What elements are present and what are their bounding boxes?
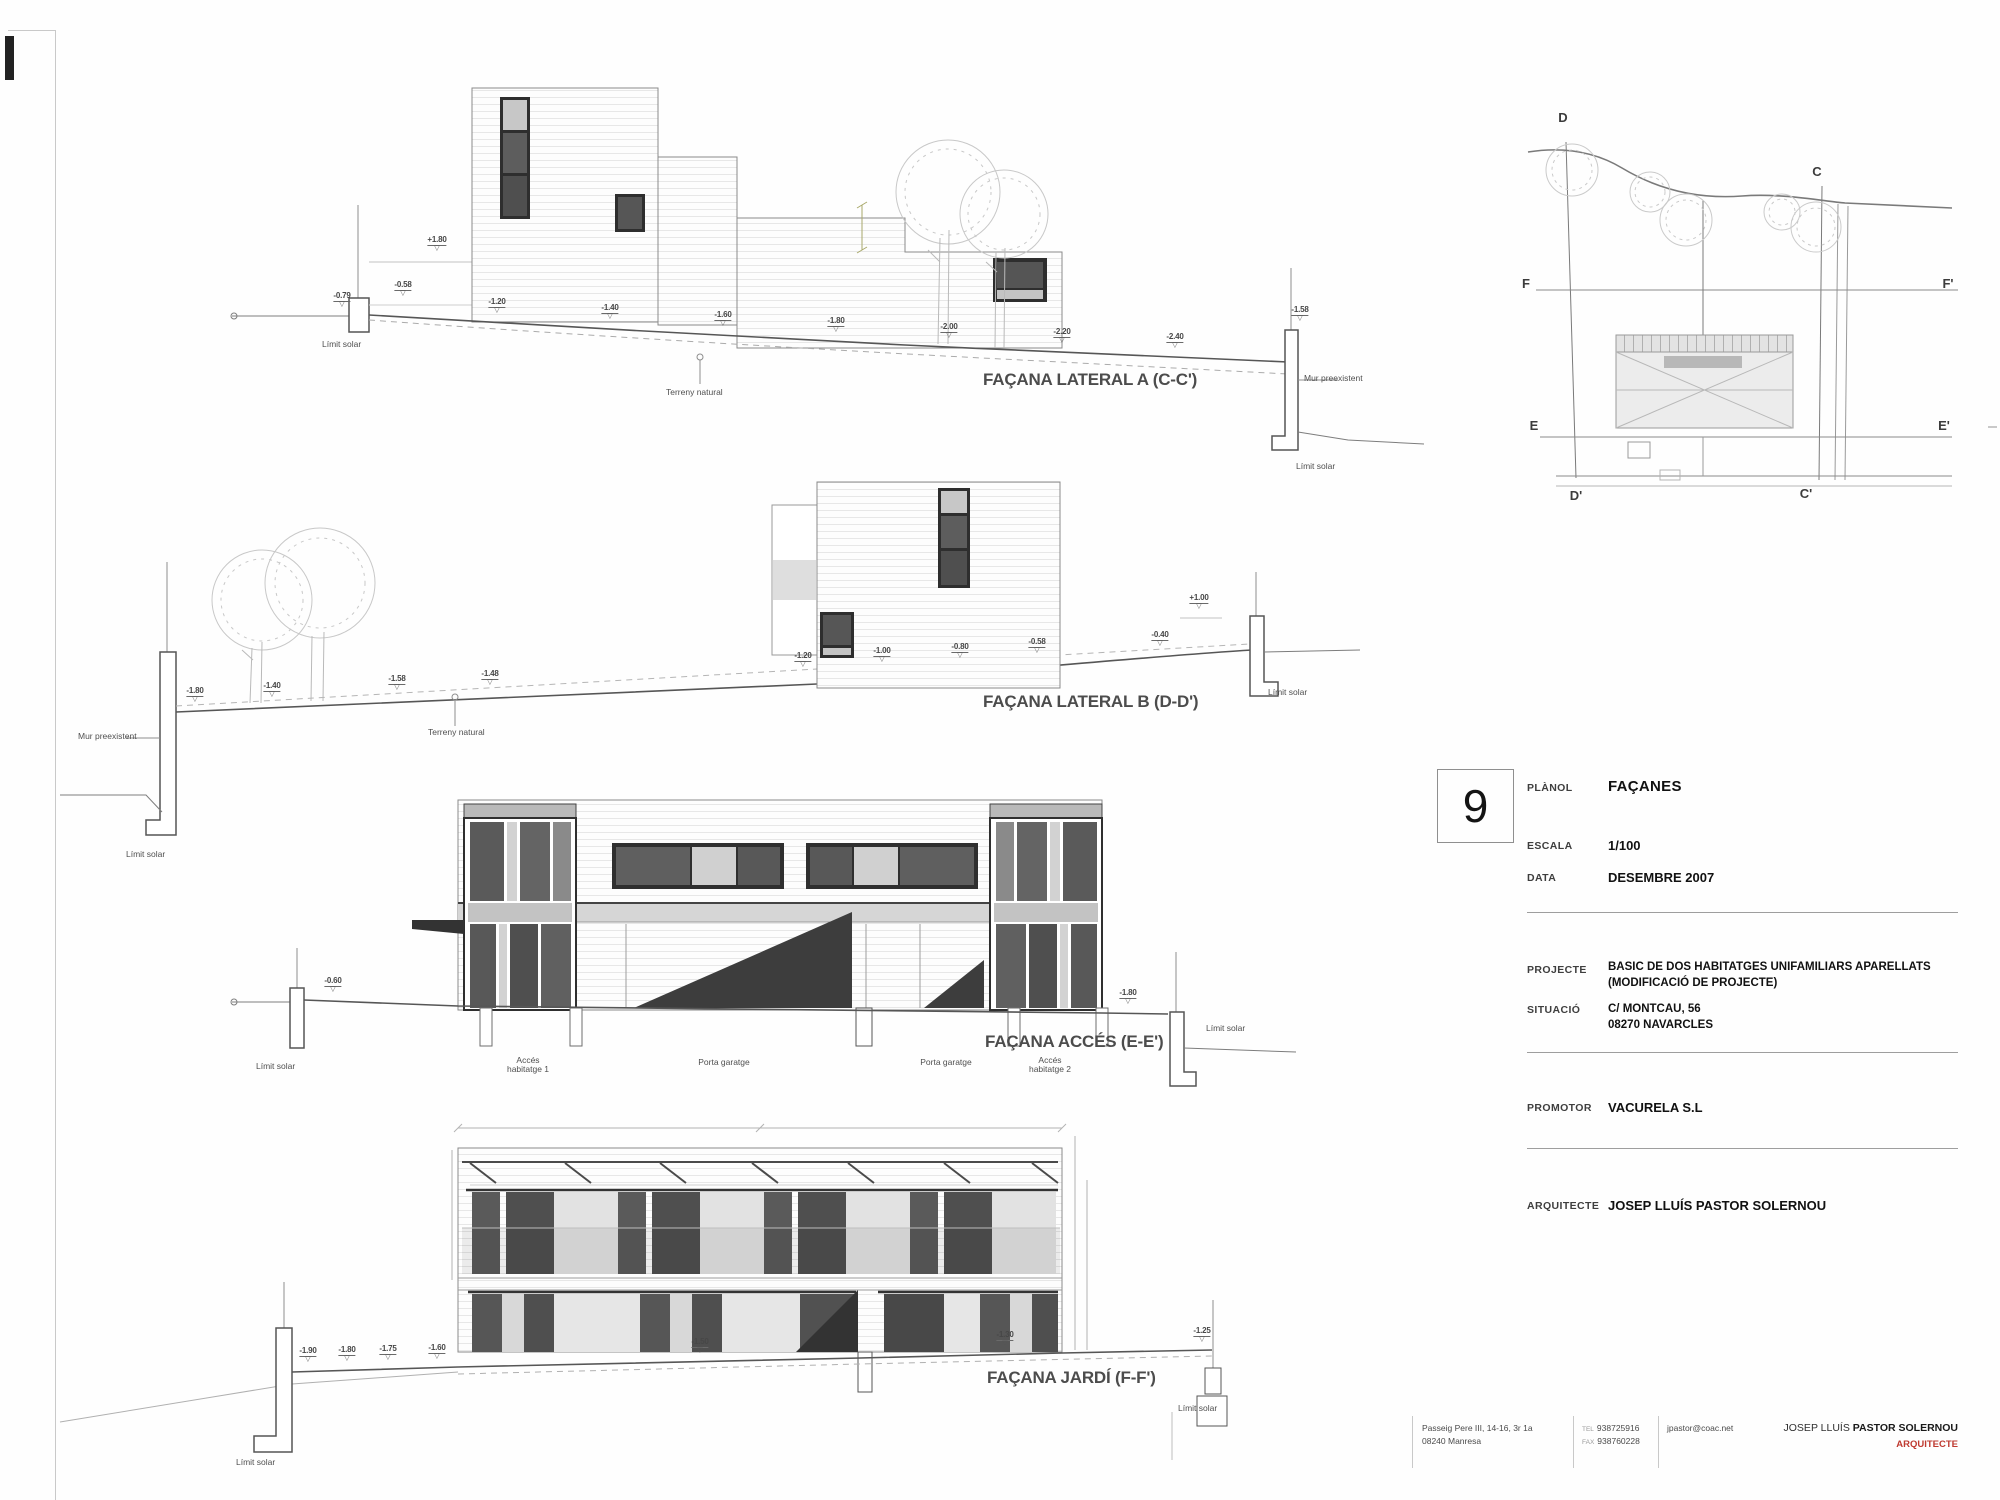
architect-name-regular: JOSEP LLUÍS xyxy=(1783,1422,1853,1434)
projecte-line1: BASIC DE DOS HABITATGES UNIFAMILIARS APARELLATS xyxy=(1608,961,1931,973)
level-value: -0.58 xyxy=(394,280,412,289)
facade-b-drawing xyxy=(60,482,1360,835)
porta-garatge-label: Porta garatge xyxy=(698,1057,750,1067)
level-marker xyxy=(1028,638,1045,654)
level-flag-icon: ▽ xyxy=(1002,1340,1008,1347)
window-pane-light xyxy=(1060,924,1068,1008)
promotor-value: VACURELA S.L xyxy=(1608,1100,1703,1115)
level-value: -0.58 xyxy=(1028,637,1046,646)
level-flag-icon: ▽ xyxy=(1172,342,1178,349)
level-value: -0.40 xyxy=(1151,630,1169,639)
level-value: -1.25 xyxy=(1193,1326,1211,1335)
section-letter-d: D xyxy=(1558,110,1568,125)
level-flag-icon: ▽ xyxy=(697,1347,703,1354)
data-value: DESEMBRE 2007 xyxy=(1608,870,1715,885)
level-flag-icon: ▽ xyxy=(957,652,963,659)
section-letter-f-prime: F' xyxy=(1942,276,1954,291)
retaining-wall-section xyxy=(254,1328,292,1452)
acces-habitatge-2-label xyxy=(1029,1056,1071,1075)
titleblock-divider xyxy=(1527,912,1958,913)
architect-title: ARQUITECTE xyxy=(1896,1439,1958,1451)
level-flag-icon: ▽ xyxy=(946,332,952,339)
level-value: -1.60 xyxy=(428,1343,446,1352)
level-value: -1.30 xyxy=(996,1330,1014,1339)
level-marker xyxy=(324,977,341,993)
level-value: -1.40 xyxy=(263,681,281,690)
tree-icon xyxy=(212,528,375,650)
projecte-value xyxy=(1608,960,1931,991)
tower-band xyxy=(468,903,572,922)
window-pane-light xyxy=(997,290,1043,299)
footer-phone xyxy=(1582,1422,1640,1448)
level-value: -0.80 xyxy=(951,642,969,651)
level-flag-icon: ▽ xyxy=(344,1355,350,1362)
window-pane-dark xyxy=(810,847,852,885)
section-letter-f: F xyxy=(1522,276,1530,291)
level-flag-icon: ▽ xyxy=(833,326,839,333)
level-marker xyxy=(873,647,890,663)
level-flag-icon: ▽ xyxy=(192,696,198,703)
level-value: -2.00 xyxy=(940,322,958,331)
natural-terrain-line xyxy=(60,1372,458,1422)
address-line1: Passeig Pere III, 14-16, 3r 1a xyxy=(1422,1423,1533,1433)
planol-value: FAÇANES xyxy=(1608,778,1682,795)
footer-divider xyxy=(1658,1416,1659,1468)
footer-divider xyxy=(1573,1416,1574,1468)
level-value: -1.58 xyxy=(388,674,406,683)
window-pane-dark xyxy=(738,847,780,885)
limit-solar-label: Límit solar xyxy=(1206,1023,1246,1033)
limit-solar-label: Límit solar xyxy=(236,1457,276,1467)
window-pane-dark xyxy=(823,615,851,645)
site-boundary xyxy=(1835,204,1838,480)
level-marker xyxy=(714,311,731,327)
facade-jardi-title: FAÇANA JARDÍ (F-F') xyxy=(987,1368,1156,1387)
tel-label: TEL xyxy=(1582,1426,1594,1433)
level-flag-icon: ▽ xyxy=(879,656,885,663)
level-marker xyxy=(263,682,280,698)
window-pane-dark xyxy=(541,924,571,1008)
limit-wall-section xyxy=(1250,616,1278,696)
level-value: -1.80 xyxy=(338,1345,356,1354)
site-boundary xyxy=(1845,206,1848,480)
level-marker xyxy=(940,323,957,339)
architect-name-bold: PASTOR SOLERNOU xyxy=(1852,1422,1958,1434)
level-flag-icon: ▽ xyxy=(339,301,345,308)
projecte-line2: (MODIFICACIÓ DE PROJECTE) xyxy=(1608,976,1778,989)
acces-label-line2: habitatge 1 xyxy=(506,1064,550,1075)
roof-chip xyxy=(1664,356,1742,368)
window-pane-dark xyxy=(1071,924,1097,1008)
window-pane-light xyxy=(499,924,507,1008)
level-flag-icon: ▽ xyxy=(1157,640,1163,647)
level-marker xyxy=(388,675,405,691)
mur-preexistent-label: Mur preexistent xyxy=(1304,373,1363,383)
site-detail-box xyxy=(1628,442,1650,458)
window-pane-dark xyxy=(1017,822,1047,901)
level-value: -1.75 xyxy=(379,1344,397,1353)
situacio-label: SITUACIÓ xyxy=(1527,1004,1581,1016)
tower-cap xyxy=(990,804,1102,818)
sheet-number-box xyxy=(1437,769,1514,843)
limit-wall-section xyxy=(290,988,304,1048)
titleblock-divider xyxy=(1527,1148,1958,1149)
level-flag-icon: ▽ xyxy=(385,1354,391,1361)
level-value: +1.80 xyxy=(427,235,447,244)
entry-canopy xyxy=(412,920,464,934)
level-marker xyxy=(1166,333,1183,349)
entry-step xyxy=(570,1008,582,1046)
planol-label: PLÀNOL xyxy=(1527,782,1573,794)
site-plan-drawing xyxy=(1528,142,1958,486)
level-marker xyxy=(996,1331,1013,1347)
level-flag-icon: ▽ xyxy=(330,986,336,993)
ground-line xyxy=(1184,1048,1296,1052)
level-flag-icon: ▽ xyxy=(607,313,613,320)
level-flag-icon: ▽ xyxy=(800,661,806,668)
level-flag-icon: ▽ xyxy=(1034,647,1040,654)
level-marker xyxy=(394,281,411,297)
retaining-wall-section xyxy=(146,652,176,835)
window-pane-light xyxy=(941,491,967,513)
footer-architect-block xyxy=(1784,1420,1958,1453)
mur-preexistent-label: Mur preexistent xyxy=(78,731,137,741)
level-value: -2.20 xyxy=(1053,327,1071,336)
acces-label-line2: habitatge 2 xyxy=(1028,1064,1072,1075)
level-value: -2.40 xyxy=(1166,332,1184,341)
level-marker xyxy=(951,643,968,659)
level-marker xyxy=(1189,594,1208,610)
entry-tower-2 xyxy=(990,804,1102,1010)
limit-solar-label: Límit solar xyxy=(1268,687,1308,697)
entry-step xyxy=(480,1008,492,1046)
section-line-c xyxy=(1819,186,1822,480)
level-flag-icon: ▽ xyxy=(1297,315,1303,322)
level-flag-icon: ▽ xyxy=(400,290,406,297)
party-wall-post xyxy=(856,1008,872,1046)
architect-name xyxy=(1784,1422,1958,1434)
level-value: -1.60 xyxy=(714,310,732,319)
tower-band xyxy=(994,903,1098,922)
window-pane-dark xyxy=(996,924,1026,1008)
building-annex-shade xyxy=(773,560,816,600)
window-pane-dark xyxy=(503,133,527,173)
level-marker xyxy=(1119,989,1136,1005)
level-flag-icon: ▽ xyxy=(494,307,500,314)
fax-label: FAX xyxy=(1582,1438,1595,1446)
window-pane-dark xyxy=(941,516,967,548)
acces-label-line1: Accés xyxy=(1038,1055,1062,1065)
section-letter-e-prime: E' xyxy=(1938,418,1950,433)
window-pane-light xyxy=(692,847,736,885)
level-flag-icon: ▽ xyxy=(720,320,726,327)
acces-label-line1: Accés xyxy=(516,1055,540,1065)
tower-cap xyxy=(464,804,576,818)
limit-solar-label: Límit solar xyxy=(256,1061,296,1071)
level-value: -1.00 xyxy=(873,646,891,655)
level-value: -0.79 xyxy=(333,291,351,300)
window-pane-dark xyxy=(520,822,550,901)
level-flag-icon: ▽ xyxy=(1199,1336,1205,1343)
level-marker xyxy=(338,1346,355,1362)
window-pane-dark xyxy=(1029,924,1057,1008)
ground-line xyxy=(60,795,162,812)
level-value: +1.00 xyxy=(1189,593,1209,602)
promotor-label: PROMOTOR xyxy=(1527,1102,1592,1114)
facade-b-title: FAÇANA LATERAL B (D-D') xyxy=(983,692,1199,711)
level-marker xyxy=(1291,306,1308,322)
limit-wall-section xyxy=(1170,1012,1196,1086)
level-value: -1.20 xyxy=(794,651,812,660)
limit-wall-section xyxy=(1205,1368,1221,1394)
window-pane-dark xyxy=(618,197,642,229)
window-pane-dark xyxy=(503,176,527,216)
ground-line xyxy=(1298,432,1424,444)
level-marker xyxy=(379,1345,396,1361)
level-value: -1.40 xyxy=(601,303,619,312)
terrain-contour xyxy=(1528,150,1952,208)
lower-glazing xyxy=(472,1294,1058,1352)
limit-wall-section xyxy=(349,298,369,332)
window-pane-dark xyxy=(616,847,690,885)
site-detail-box xyxy=(1660,470,1680,480)
window-pane-dark xyxy=(510,924,538,1008)
level-marker xyxy=(299,1347,316,1363)
facade-acces-title: FAÇANA ACCÉS (E-E') xyxy=(985,1032,1164,1051)
level-flag-icon: ▽ xyxy=(269,691,275,698)
building-volume-step xyxy=(658,157,737,325)
window-pane-light xyxy=(507,822,517,901)
tree-icon xyxy=(896,140,1048,258)
fax-value: 938760228 xyxy=(1597,1435,1640,1446)
situacio-line1: C/ MONTCAU, 56 xyxy=(1608,1003,1701,1015)
level-marker xyxy=(827,317,844,333)
limit-solar-label: Límit solar xyxy=(1178,1403,1218,1413)
footer-address xyxy=(1422,1422,1533,1448)
titleblock-divider xyxy=(1527,1052,1958,1053)
level-flag-icon: ▽ xyxy=(487,679,493,686)
window-pane-light xyxy=(854,847,898,885)
level-value: -1.58 xyxy=(1291,305,1309,314)
leader-end-icon xyxy=(697,354,703,360)
level-flag-icon: ▽ xyxy=(394,684,400,691)
footer-divider xyxy=(1412,1416,1413,1468)
level-marker xyxy=(1193,1327,1210,1343)
facade-jardi-drawing xyxy=(60,1124,1227,1460)
level-flag-icon: ▽ xyxy=(1196,603,1202,610)
level-value: -0.60 xyxy=(324,976,342,985)
level-value: -1.48 xyxy=(481,669,499,678)
level-marker xyxy=(333,292,350,308)
escala-value: 1/100 xyxy=(1608,838,1641,853)
situacio-line2: 08270 NAVARCLES xyxy=(1608,1018,1714,1031)
section-letter-d-prime: D' xyxy=(1569,488,1583,503)
window-pane-light xyxy=(503,100,527,130)
level-value: -1.50 xyxy=(691,1337,709,1346)
ground-line xyxy=(1264,650,1360,652)
situacio-value xyxy=(1608,1002,1713,1033)
arquitecte-label: ARQUITECTE xyxy=(1527,1200,1600,1212)
section-letter-e: E xyxy=(1529,418,1539,433)
address-line2: 08240 Manresa xyxy=(1422,1435,1482,1446)
level-marker xyxy=(186,687,203,703)
level-flag-icon: ▽ xyxy=(1059,337,1065,344)
sheet-number: 9 xyxy=(1462,780,1489,832)
window-pane-dark xyxy=(553,822,571,901)
acces-habitatge-1-label xyxy=(507,1056,549,1075)
level-value: -1.80 xyxy=(827,316,845,325)
arquitecte-value: JOSEP LLUÍS PASTOR SOLERNOU xyxy=(1608,1198,1827,1213)
tel-value: 938725916 xyxy=(1596,1423,1640,1433)
footer-email: jpastor@coac.net xyxy=(1667,1423,1734,1433)
escala-label: ESCALA xyxy=(1527,840,1573,852)
window-pane-dark xyxy=(996,822,1014,901)
section-letter-c-prime: C' xyxy=(1799,486,1813,501)
site-boundary xyxy=(1566,142,1576,478)
window-pane-light xyxy=(823,648,851,655)
level-flag-icon: ▽ xyxy=(305,1356,311,1363)
level-value: -1.80 xyxy=(1119,988,1137,997)
level-value: -1.20 xyxy=(488,297,506,306)
level-value: -1.80 xyxy=(186,686,204,695)
window-pane-light xyxy=(1050,822,1060,901)
limit-solar-label: Límit solar xyxy=(322,339,362,349)
limit-solar-label: Límit solar xyxy=(1296,461,1336,471)
level-marker xyxy=(601,304,618,320)
window-pane-dark xyxy=(1063,822,1097,901)
section-letter-c: C xyxy=(1812,164,1822,179)
retaining-wall-section xyxy=(1272,330,1298,450)
roof-terrace-hatch xyxy=(1616,335,1793,352)
level-marker xyxy=(488,298,505,314)
limit-solar-label: Límit solar xyxy=(126,849,166,859)
facade-a-title: FAÇANA LATERAL A (C-C') xyxy=(983,370,1198,389)
level-marker xyxy=(691,1338,708,1354)
level-marker xyxy=(794,652,811,668)
projecte-label: PROJECTE xyxy=(1527,964,1587,976)
level-value: -1.90 xyxy=(299,1346,317,1355)
window-pane-dark xyxy=(997,262,1043,288)
window-pane-dark xyxy=(470,822,504,901)
balcony-glass-band xyxy=(462,1228,1060,1274)
level-marker xyxy=(1151,631,1168,647)
level-marker xyxy=(428,1344,445,1360)
level-flag-icon: ▽ xyxy=(434,1353,440,1360)
porta-garatge-label: Porta garatge xyxy=(920,1057,972,1067)
level-marker xyxy=(481,670,498,686)
level-flag-icon: ▽ xyxy=(434,245,440,252)
data-label: DATA xyxy=(1527,872,1557,884)
tree-trunk xyxy=(242,632,324,703)
window-pane-dark xyxy=(470,924,496,1008)
window-pane-dark xyxy=(900,847,974,885)
window-pane-dark xyxy=(941,551,967,585)
level-marker xyxy=(1053,328,1070,344)
terreny-natural-label: Terreny natural xyxy=(666,387,723,397)
facade-a-drawing xyxy=(231,88,1424,450)
level-flag-icon: ▽ xyxy=(1125,998,1131,1005)
entry-tower-1 xyxy=(464,804,576,1010)
level-marker xyxy=(427,236,446,252)
terreny-natural-label: Terreny natural xyxy=(428,727,485,737)
